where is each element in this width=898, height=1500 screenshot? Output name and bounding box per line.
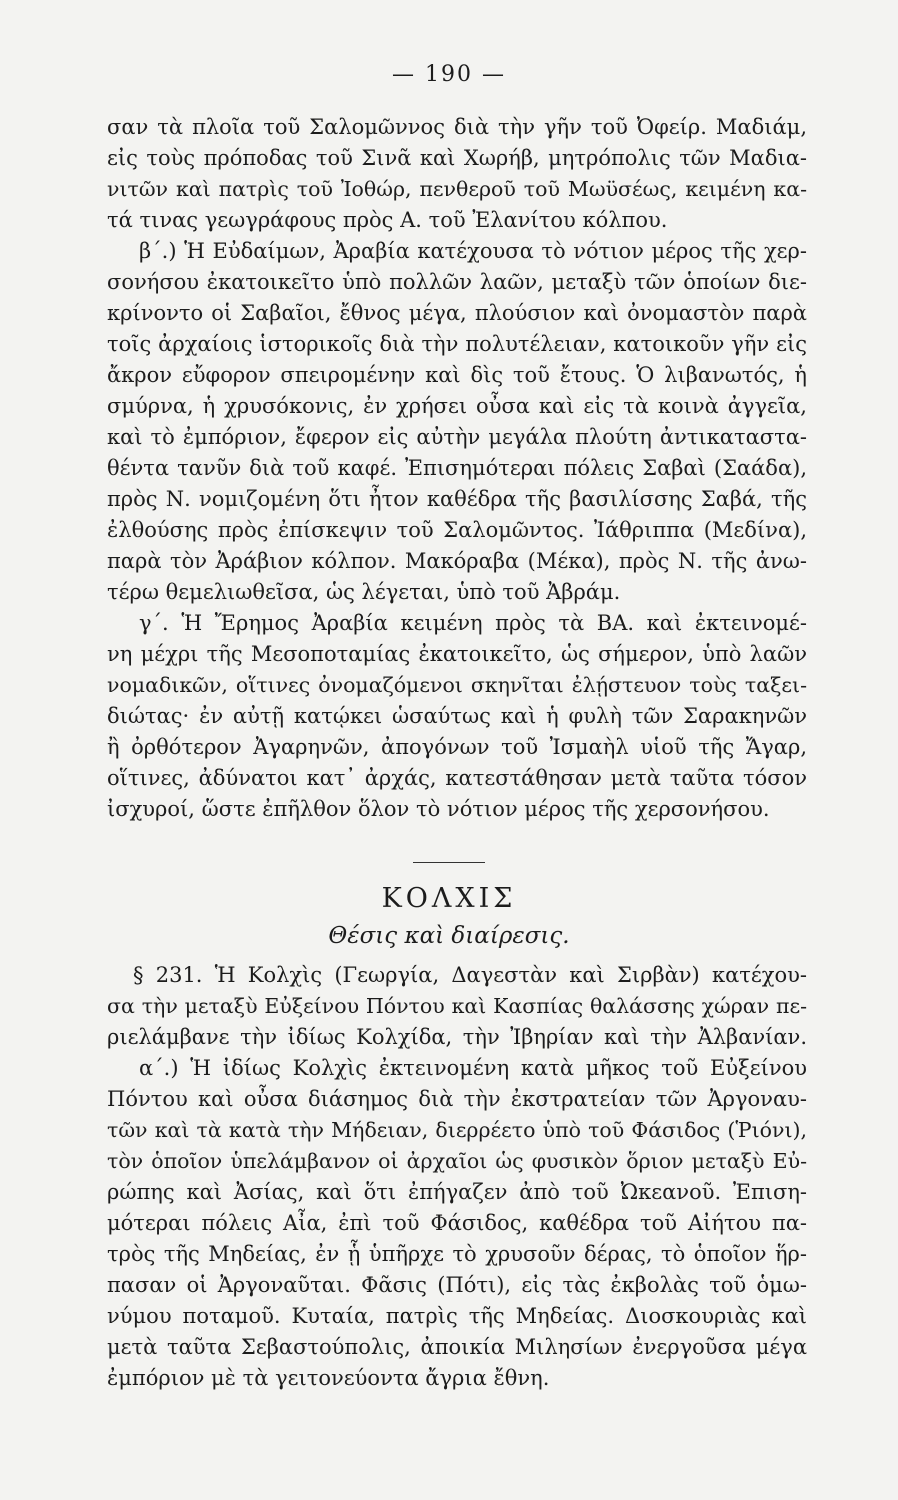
text-line: σονήσου ἐκατοικεῖτο ὑπὸ πολλῶν λαῶν, μεταξὺ τῶν ὁποίων διε- [107, 270, 807, 294]
text-line: τέρω θεμελιωθεῖσα, ὡς λέγεται, ὑπὸ τοῦ Ἀβράμ. [107, 580, 621, 604]
text-line: θέντα τανῦν διὰ τοῦ καφέ. Ἐπισημότεραι πόλεις Σαβαὶ (Σαάδα), [107, 456, 807, 480]
text-line: πασαν οἱ Ἀργοναῦται. Φᾶσις (Πότι), εἰς τὰς ἐκβολὰς τοῦ ὁμω- [107, 1273, 807, 1297]
text-line: σμύρνα, ἡ χρυσόκονις, ἐν χρήσει οὖσα καὶ εἰς τὰ κοινὰ ἀγγεῖα, [107, 394, 807, 418]
text-line: τῶν καὶ τὰ κατὰ τὴν Μήδειαν, διερρέετο ὑπὸ τοῦ Φάσιδος (Ῥιόνι), [107, 1118, 807, 1142]
text-line: σα τὴν μεταξὺ Εὐξείνου Πόντου καὶ Κασπίας θαλάσσης χώραν πε- [107, 994, 807, 1018]
text-line: τρὸς τῆς Μηδείας, ἐν ᾗ ὑπῆρχε τὸ χρυσοῦν δέρας, τὸ ὁποῖον ἥρ- [107, 1242, 807, 1266]
text-line: νύμου ποταμοῦ. Κυταία, πατρὶς τῆς Μηδείας. Διοσκουριὰς καὶ [107, 1304, 807, 1328]
text-line: πρὸς Ν. νομιζομένη ὅτι ἦτον καθέδρα τῆς βασιλίσσης Σαβά, τῆς [107, 487, 807, 511]
text-line: καὶ τὸ ἐμπόριον, ἔφερον εἰς αὐτὴν μεγάλα πλούτη ἀντικαταστα- [107, 425, 807, 449]
text-line: ἐλθούσης πρὸς ἐπίσκεψιν τοῦ Σαλομῶντος. Ἰάθριππα (Μεδίνα), [107, 518, 807, 542]
text-line: ρώπης καὶ Ἀσίας, καὶ ὅτι ἐπήγαζεν ἀπὸ τοῦ Ὠκεανοῦ. Ἐπιση- [107, 1180, 807, 1204]
text-line: οἵτινες, ἀδύνατοι κατ᾽ ἀρχάς, κατεστάθησαν μετὰ ταῦτα τόσον [107, 766, 807, 790]
text-line: νιτῶν καὶ πατρὶς τοῦ Ἰοθώρ, πενθεροῦ τοῦ Μωϋσέως, κειμένη κα- [107, 177, 807, 201]
text-line: διώτας· ἐν αὐτῇ κατῴκει ὡσαύτως καὶ ἡ φυλὴ τῶν Σαρακηνῶν [107, 704, 807, 728]
section-subtitle: Θέσις καὶ διαίρεσις. [328, 923, 570, 949]
text-line: ριελάμβανε τὴν ἰδίως Κολχίδα, τὴν Ἰβηρίαν καὶ τὴν Ἀλβανίαν. [107, 1025, 807, 1049]
text-line: ἐμπόριον μὲ τὰ γειτονεύοντα ἄγρια ἔθνη. [107, 1366, 550, 1390]
text-line: ἰσχυροί, ὥστε ἐπῆλθον ὅλον τὸ νότιον μέρος τῆς χερσονήσου. [107, 797, 770, 821]
page-number: — 190 — [392, 62, 506, 87]
text-line: μετὰ ταῦτα Σεβαστούπολις, ἀποικία Μιλησίων ἐνεργοῦσα μέγα [107, 1335, 807, 1359]
text-line: Πόντου καὶ οὖσα διάσημος διὰ τὴν ἐκστρατείαν τῶν Ἀργοναυ- [107, 1087, 807, 1111]
text-line: ἄκρον εὔφορον σπειρομένην καὶ δὶς τοῦ ἔτους. Ὁ λιβανωτός, ἡ [107, 363, 807, 387]
text-block-arabia [107, 112, 807, 825]
text-line: σαν τὰ πλοῖα τοῦ Σαλομῶννος διὰ τὴν γῆν τοῦ Ὀφείρ. Μαδιάμ, [107, 115, 807, 139]
section-title: ΚΟΛΧΙΣ [381, 883, 517, 914]
text-line: τὸν ὁποῖον ὑπελάμβανον οἱ ἀρχαῖοι ὡς φυσικὸν ὅριον μεταξὺ Εὐ- [107, 1149, 807, 1173]
text-line: ἢ ὀρθότερον Ἀγαρηνῶν, ἀπογόνων τοῦ Ἰσμαὴλ υἱοῦ τῆς Ἄγαρ, [107, 735, 807, 759]
text-line: νη μέχρι τῆς Μεσοποταμίας ἐκατοικεῖτο, ὡς σήμερον, ὑπὸ λαῶν [107, 642, 807, 666]
text-line: β΄.) Ἡ Εὐδαίμων, Ἀραβία κατέχουσα τὸ νότιον μέρος τῆς χερ- [139, 239, 807, 263]
text-line: νομαδικῶν, οἵτινες ὀνομαζόμενοι σκηνῖται ἐλῄστευον τοὺς ταξει- [107, 673, 807, 697]
text-line: § 231. Ἡ Κολχὶς (Γεωργία, Δαγεστὰν καὶ Σιρβὰν) κατέχου- [133, 963, 807, 987]
text-line: τοῖς ἀρχαίοις ἱστορικοῖς διὰ τὴν πολυτέλειαν, κατοικοῦν γῆν εἰς [107, 332, 807, 356]
text-line: εἰς τοὺς πρόποδας τοῦ Σινᾶ καὶ Χωρήβ, μητρόπολις τῶν Μαδια- [107, 146, 807, 170]
text-line: γ΄. Ἡ Ἔρημος Ἀραβία κειμένη πρὸς τὰ ΒΑ. καὶ ἐκτεινομέ- [139, 611, 807, 635]
section-divider [413, 862, 485, 863]
text-line: τά τινας γεωγράφους πρὸς Α. τοῦ Ἐλανίτου κόλπου. [107, 208, 668, 232]
text-line: κρίνοντο οἱ Σαβαῖοι, ἔθνος μέγα, πλούσιον καὶ ὀνομαστὸν παρὰ [107, 301, 807, 325]
text-line: μότεραι πόλεις Αἶα, ἐπὶ τοῦ Φάσιδος, καθέδρα τοῦ Αἰήτου πα- [107, 1211, 807, 1235]
text-block-colchis [107, 960, 807, 1394]
text-line: παρὰ τὸν Ἀράβιον κόλπον. Μακόραβα (Μέκα), πρὸς Ν. τῆς ἀνω- [107, 549, 807, 573]
text-line: α΄.) Ἡ ἰδίως Κολχὶς ἐκτεινομένη κατὰ μῆκος τοῦ Εὐξείνου [139, 1056, 807, 1080]
